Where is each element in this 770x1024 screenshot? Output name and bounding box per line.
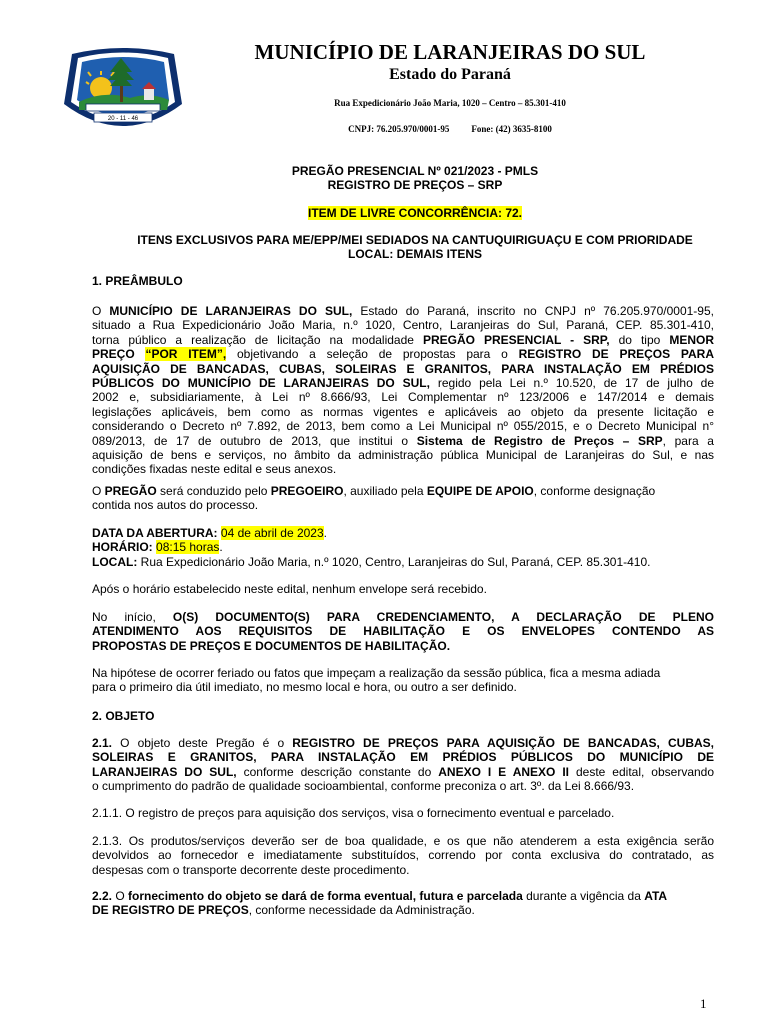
feriado-paragraph: Na hipótese de ocorrer feriado ou fatos que impeçam a realização da sessão pública, fica a mesma adiada para o primeiro dia útil imediato, no mesmo local e hora, ou outro a ser definido. bbox=[92, 666, 661, 695]
municipal-crest-icon bbox=[58, 42, 188, 138]
state-subtitle: Estado do Paraná bbox=[389, 66, 511, 83]
cnpj-text: CNPJ: 76.205.970/0001-95 bbox=[348, 124, 450, 134]
exclusivos-line-2: LOCAL: DEMAIS ITENS bbox=[348, 247, 482, 261]
inicio-paragraph: No início, O(S) DOCUMENTO(S) PARA CREDENCIAMENTO, A DECLARAÇÃO DE PLENO ATENDIMENTO AOS REQUISITOS DE HABILITAÇÃO E OS ENVELOPES CONTENDO AS PROPOSTAS DE PREÇOS E DOCUMENTOS DE HABILITAÇÃO. bbox=[92, 610, 714, 653]
preambulo-paragraph: O MUNICÍPIO DE LARANJEIRAS DO SUL, Estado do Paraná, inscrito no CNPJ nº 76.205.970/0001-95, situado a Rua Expedicionário João Maria, n.º 1020, Centro, Laranjeiras do Sul, Paraná, CEP. 85.301-410, torna público a realização de licitação na modalidade PREGÃO PRESENCIAL - SRP, do tipo MENOR PREÇO “POR ITEM”, objetivando a seleção de propostas para o REGISTRO DE PREÇOS PARA AQUISIÇÃO DE BANCADAS, CUBAS, SOLEIRAS E GRANITOS, PARA INSTALAÇÃO EM PRÉDIOS PÚBLICOS DO MUNICÍPIO DE LARANJEIRAS DO SUL, regido pela Lei n.º 10.520, de 17 de julho de 2002 e, subsidiariamente, à Lei nº 8.666/93, Lei Complementar nº 123/2006 e 147/2014 e demais legislações aplicáveis, bem como as normas vigentes e aplicáveis ao objeto da presente licitação e considerando o Decreto nº 7.892, de 2013, bem como a Lei Municipal nº 055/2015, e o Decreto Municipal n° 089/2013, de 17 de outubro de 2013, que institui o Sistema de Registro de Preços – SRP, para a aquisição de bens e serviços, no âmbito da administração pública Municipal de Laranjeiras do Sul, e nas condições fixadas neste edital e seus anexos. bbox=[92, 304, 715, 477]
cnpj-phone-line bbox=[190, 124, 710, 134]
municipality-address: Rua Expedicionário João Maria, 1020 – Centro – 85.301-410 bbox=[334, 98, 566, 108]
exclusivos-heading bbox=[80, 233, 750, 261]
crest-date-text: 20 - 11 - 46 bbox=[107, 116, 139, 122]
objeto-2-1-paragraph: 2.1. O objeto deste Pregão é o REGISTRO DE PREÇOS PARA AQUISIÇÃO DE BANCADAS, CUBAS, SOLEIRAS E GRANITOS, PARA INSTALAÇÃO EM PRÉDIOS PÚBLICOS DO MUNICÍPIO DE LARANJEIRAS DO SUL, conforme descrição constante do ANEXO I E ANEXO II deste edital, observando o cumprimento do padrão de qualidade socioambiental, conforme preconiza o art. 3º. da Lei 8.666/93. bbox=[92, 736, 715, 794]
objeto-2-1-3-paragraph: 2.1.3. Os produtos/serviços deverão ser de boa qualidade, e os que não atenderem a esta exigência serão devolvidos ao fornecedor e imediatamente substituídos, correndo por conta exclusiva do contratado, as despesas com o transporte decorrente deste procedimento. bbox=[92, 834, 714, 877]
objeto-2-1-1-paragraph: 2.1.1. O registro de preços para aquisição dos serviços, visa o fornecimento eventual e parcelado. bbox=[92, 806, 615, 820]
pregao-number: PREGÃO PRESENCIAL Nº 021/2023 - PMLS bbox=[291, 164, 539, 178]
section-2-title: 2. OBJETO bbox=[92, 709, 155, 723]
section-1-title: 1. PREÂMBULO bbox=[92, 274, 183, 288]
exclusivos-line-1: ITENS EXCLUSIVOS PARA ME/EPP/MEI SEDIADOS NA CANTUQUIRIGUAÇU E COM PRIORIDADE bbox=[137, 233, 693, 247]
objeto-2-2-paragraph: 2.2. O fornecimento do objeto se dará de forma eventual, futura e parcelada durante a vigência da ATA DE REGISTRO DE PREÇOS, conforme necessidade da Administração. bbox=[92, 889, 668, 918]
phone-text: Fone: (42) 3635-8100 bbox=[471, 124, 552, 134]
registro-precos-line: REGISTRO DE PREÇOS – SRP bbox=[327, 178, 503, 192]
livre-concorrencia-heading bbox=[80, 206, 750, 220]
pregao-conducao-paragraph: O PREGÃO será conduzido pelo PREGOEIRO, auxiliado pela EQUIPE DE APOIO, conforme designação contida nos autos do processo. bbox=[92, 484, 656, 513]
page-number: 1 bbox=[700, 996, 707, 1011]
horario-aviso: Após o horário estabelecido neste edital, nenhum envelope será recebido. bbox=[92, 582, 487, 596]
abertura-info: DATA DA ABERTURA: 04 de abril de 2023. HORÁRIO: 08:15 horas. LOCAL: Rua Expedicionário João Maria, n.º 1020, Centro, Laranjeiras do Sul, Paraná, CEP. 85.301-410. bbox=[92, 526, 651, 569]
livre-concorrencia-text: ITEM DE LIVRE CONCORRÊNCIA: 72. bbox=[307, 206, 523, 220]
pregao-heading bbox=[80, 164, 750, 192]
municipality-title: MUNICÍPIO DE LARANJEIRAS DO SUL bbox=[254, 40, 646, 64]
